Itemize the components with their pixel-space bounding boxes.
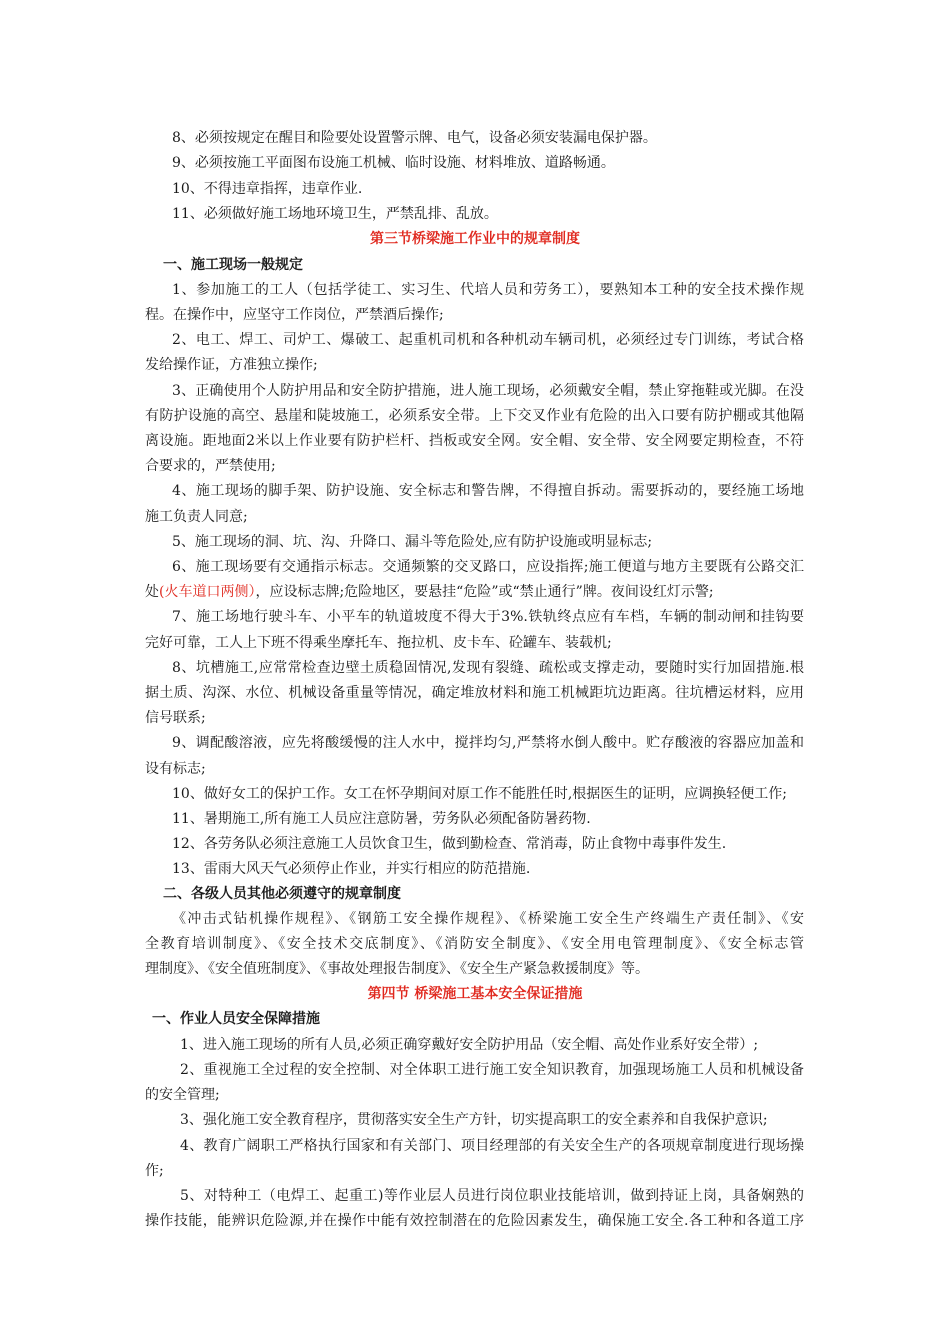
section-title: 第四节 桥梁施工基本安全保证措施 [367, 986, 583, 1002]
paragraph-line: 13、雷雨大风天气必须停止作业，并实行相应的防范措施. [172, 861, 531, 877]
paragraph-line: 8、坑槽施工,应常常检查边壁土质稳固情况,发现有裂缝、疏松或支撑走动，要随时实行加固措施.根 [172, 660, 804, 676]
paragraph-line: 的安全管理; [145, 1087, 220, 1103]
list-item: 11、必须做好施工场地环境卫生，严禁乱排、乱放。 [172, 206, 498, 222]
paragraph-line: 5、对特种工（电焊工、起重工)等作业层人员进行岗位职业技能培训，做到持证上岗，具备娴熟的 [180, 1188, 804, 1204]
paragraph-line: 操作技能，能辨识危险源,并在操作中能有效控制潜在的危险因素发生，确保施工安全.各工种和各道工序 [145, 1213, 804, 1229]
paragraph-line: 作; [145, 1163, 164, 1179]
paragraph-line: 7、施工场地行驶斗车、小平车的轨道坡度不得大于3%.铁轨终点应有车档，车辆的制动闸和挂钩要 [172, 609, 804, 625]
paragraph-line: 全教育培训制度》、《安全技术交底制度》、《消防安全制度》、《安全用电管理制度》、《安全标志管 [145, 936, 804, 952]
paragraph-line [145, 581, 714, 601]
list-item: 8、必须按规定在醒目和险要处设置警示牌、电气，设备必须安装漏电保护器。 [172, 130, 657, 146]
list-item: 10、不得违章指挥，违章作业. [172, 181, 363, 197]
paragraph-text: 处 [145, 584, 159, 600]
paragraph-line: 施工负责人同意; [145, 509, 248, 525]
paragraph-text: ，应设标志牌;危险地区，要悬挂“危险”或“禁止通行”牌。夜间设红灯示警; [255, 584, 714, 600]
paragraph-line: 程。在操作中，应坚守工作岗位，严禁酒后操作; [145, 307, 444, 323]
paragraph-line: 设有标志; [145, 761, 206, 777]
paragraph-line: 据土质、沟深、水位、机械设备重量等情况，确定堆放材料和施工机械距坑边距离。往坑槽运材料，应用 [145, 685, 804, 701]
paragraph-line: 4、教育广阔职工严格执行国家和有关部门、项目经理部的有关安全生产的各项规章制度进行现场操 [180, 1138, 804, 1154]
paragraph-line: 5、施工现场的洞、坑、沟、升降口、漏斗等危险处,应有防护设施或明显标志; [172, 534, 653, 550]
paragraph-line: 1、进入施工现场的所有人员,必须正确穿戴好安全防护用品（安全帽、高处作业系好安全带）; [180, 1037, 759, 1053]
paragraph-line: 4、施工现场的脚手架、防护设施、安全标志和警告牌，不得擅自拆动。需要拆动的，要经施工场地 [172, 483, 804, 499]
paragraph-line: 2、电工、焊工、司炉工、爆破工、起重机司机和各种机动车辆司机，必须经过专门训练，考试合格 [172, 332, 804, 348]
paragraph-line: 完好可靠，工人上下班不得乘坐摩托车、拖拉机、皮卡车、砼罐车、装载机; [145, 635, 612, 651]
paragraph-line: 12、各劳务队必须注意施工人员饮食卫生，做到勤检查、常消毒，防止食物中毒事件发生. [172, 836, 727, 852]
paragraph-line: 10、做好女工的保护工作。女工在怀孕期间对原工作不能胜任时,根据医生的证明，应调换轻便工作; [172, 786, 787, 802]
subsection-heading: 二、各级人员其他必须遵守的规章制度 [163, 886, 401, 902]
paragraph-line: 2、重视施工全过程的安全控制、对全体职工进行施工安全知识教育，加强现场施工人员和机械设备 [180, 1062, 804, 1078]
paragraph-line: 信号联系; [145, 710, 206, 726]
paragraph-line: 离设施。距地面2米以上作业要有防护栏杆、挡板或安全网。安全帽、安全带、安全网要定期检查，不符 [145, 433, 804, 449]
subsection-heading: 一、作业人员安全保障措施 [152, 1011, 320, 1027]
paragraph-line: 9、调配酸溶液，应先将酸缓慢的注人水中，搅拌均匀,严禁将水倒人酸中。贮存酸液的容器应加盖和 [172, 735, 804, 751]
paragraph-line: 1、参加施工的工人（包括学徒工、实习生、代培人员和劳务工），要熟知本工种的安全技术操作规 [172, 282, 804, 298]
paragraph-line: 有防护设施的高空、悬崖和陡坡施工，必须系安全带。上下交叉作业有危险的出入口要有防护棚或其他隔 [145, 408, 804, 424]
paragraph-line: 理制度》、《安全值班制度》、《事故处理报告制度》、《安全生产紧急救援制度》等。 [145, 961, 649, 977]
paragraph-line: 11、暑期施工,所有施工人员应注意防暑，劳务队必须配备防暑药物. [172, 811, 591, 827]
paragraph-line: 合要求的，严禁使用; [145, 458, 276, 474]
subsection-heading: 一、施工现场一般规定 [163, 257, 303, 273]
section-title: 第三节桥梁施工作业中的规章制度 [370, 231, 580, 247]
paragraph-line: 《冲击式钻机操作规程》、《钢筋工安全操作规程》、《桥梁施工安全生产终端生产责任制》、《安 [172, 911, 804, 927]
paragraph-line: 3、强化施工安全教育程序，贯彻落实安全生产方针，切实提高职工的安全素养和自我保护意识; [180, 1112, 768, 1128]
list-item: 9、必须按施工平面图布设施工机械、临时设施、材料堆放、道路畅通。 [172, 155, 615, 171]
paragraph-line: 发给操作证，方准独立操作; [145, 357, 318, 373]
highlighted-text: (火车道口两侧） [159, 584, 256, 600]
paragraph-line: 3、正确使用个人防护用品和安全防护措施，进人施工现场，必须戴安全帽，禁止穿拖鞋或光脚。在没 [172, 383, 804, 399]
paragraph-line: 6、施工现场要有交通指示标志。交通频繁的交叉路口，应设指挥;施工便道与地方主要既有公路交汇 [172, 559, 804, 575]
